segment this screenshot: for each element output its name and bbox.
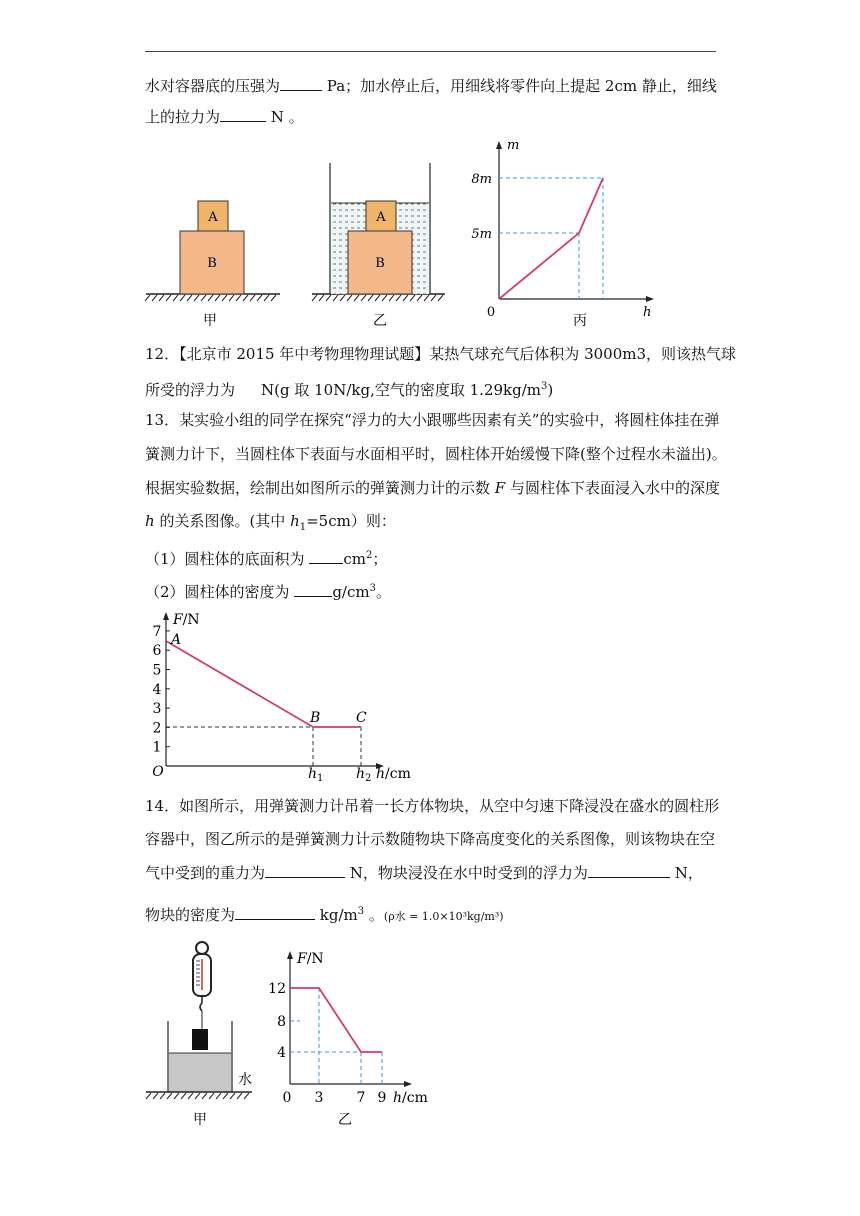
text: 的关系图像。(其中 (154, 512, 291, 530)
label-jia: 甲 (203, 313, 217, 329)
answer-blank[interactable] (588, 862, 670, 878)
figure-q11 (140, 135, 660, 330)
figure-bing-chart (471, 138, 654, 329)
text: （1）圆柱体的底面积为 (145, 550, 310, 568)
answer-blank[interactable] (220, 106, 266, 122)
text: 根据实验数据，绘制出如图所示的弹簧测力计的示数 (145, 479, 495, 497)
answer-blank[interactable] (294, 581, 332, 597)
var-F: F (494, 479, 506, 497)
answer-blank[interactable] (280, 75, 322, 91)
y-tick-8: 8 (277, 1014, 286, 1030)
water (169, 1053, 231, 1092)
y-axis-label: F/N (297, 951, 324, 967)
origin-label: O (152, 764, 164, 780)
text: 上的拉力为 (145, 108, 221, 126)
text: （2）圆柱体的密度为 (145, 583, 295, 601)
x-tick-7: 7 (356, 1090, 366, 1106)
text: 物块的密度为 (145, 906, 236, 924)
x-axis-label: h/cm (376, 766, 411, 782)
text: 。 (364, 906, 384, 924)
q14-line1: 14．如图所示，用弹簧测力计吊着一长方体物块，从空中匀速下降浸没在盛水的圆柱形 (145, 797, 720, 815)
q14-line4 (145, 902, 504, 927)
figure-q14 (140, 935, 440, 1135)
point-C-label: C (356, 710, 367, 726)
x-tick-h1: $h_1$ (308, 766, 324, 784)
q13-line3 (145, 478, 720, 498)
tick-5m: 5m (471, 227, 492, 242)
subscript: 1 (299, 522, 307, 533)
text: N(g 取 10N/kg,空气的密度取 1.29kg/m (261, 381, 541, 399)
text: N， (669, 864, 703, 882)
q13-line1: 13．某实验小组的同学在探究“浮力的大小跟哪些因素有关”的实验中，将圆柱体挂在弹 (145, 411, 720, 429)
var-h: h (145, 512, 155, 530)
y-tick-label: 3 (152, 701, 162, 718)
x-axis-label: h (643, 305, 652, 320)
figure-yi (312, 163, 445, 329)
text: N，物块浸没在水中时受到的浮力为 (345, 864, 588, 882)
y-tick-label: 6 (152, 643, 162, 660)
superscript: 2 (365, 550, 373, 561)
text: ) (547, 381, 554, 399)
header-rule (145, 51, 716, 52)
figure-jia (146, 942, 252, 1128)
point-B-label: B (310, 710, 321, 726)
text: 。 (375, 583, 391, 601)
q11-line1 (145, 75, 717, 96)
y-tick-label: 7 (152, 623, 162, 640)
water-label: 水 (238, 1072, 252, 1088)
text: ； (372, 550, 388, 568)
q12-line1: 12．【北京市 2015 年中考物理物理试题】某热气球充气后体积为 3000m3，则该热气球 (145, 345, 737, 363)
origin-label: 0 (486, 305, 496, 320)
density-formula: (ρ水 = 1.0×10³kg/m³) (383, 910, 504, 923)
q13-line4 (145, 511, 396, 538)
x-axis-label: h/cm (393, 1090, 428, 1106)
y-axis-label: m (507, 138, 520, 153)
series-line (499, 178, 603, 299)
superscript: 3 (357, 906, 365, 917)
answer-blank[interactable] (265, 862, 345, 878)
superscript: 3 (541, 381, 548, 392)
figure-jia (145, 201, 280, 329)
series-line (166, 641, 361, 727)
y-axis-label: F/N (173, 612, 200, 628)
q13-sub1 (145, 546, 387, 569)
q14-line2: 容器中，图乙所示的是弹簧测力计示数随物块下降高度变化的关系图像，则该物块在空 (145, 830, 716, 848)
q12-line2 (145, 377, 553, 400)
answer-blank[interactable] (309, 548, 343, 564)
text: 水对容器底的压强为 (145, 77, 281, 95)
label-yi: 乙 (373, 313, 387, 329)
y-tick-labels (153, 624, 170, 756)
y-tick-label: 1 (152, 739, 162, 756)
q11-line2 (145, 106, 304, 127)
label-jia: 甲 (193, 1112, 207, 1128)
q13-line2: 簧测力计下，当圆柱体下表面与水面相平时，圆柱体开始缓慢下降(整个过程水未溢出)。 (145, 445, 727, 463)
y-tick-12: 12 (268, 981, 286, 997)
label-yi: 乙 (338, 1112, 352, 1128)
point-A-label: A (171, 632, 182, 648)
text: 所受的浮力为 (145, 381, 236, 399)
q13-sub2 (145, 579, 391, 602)
text: Pa；加水停止后，用细线将零件向上提起 2cm 静止，细线 (322, 77, 717, 95)
block-b-label: B (375, 256, 385, 271)
x-tick-3: 3 (314, 1090, 324, 1106)
block-a-label: A (376, 210, 386, 225)
block-b-label: B (207, 256, 217, 271)
x-tick-h2: $h_2$ (356, 766, 372, 784)
text: kg/m (315, 906, 358, 924)
tick-8m: 8m (471, 172, 492, 187)
figure-yi-chart (268, 951, 428, 1128)
text: 与圆柱体下表面浸入水中的深度 (505, 479, 720, 497)
y-tick-label: 4 (152, 681, 162, 698)
y-tick-label: 2 (152, 720, 162, 737)
block-a-label: A (208, 210, 218, 225)
x-tick-0: 0 (282, 1090, 292, 1106)
label-bing: 丙 (573, 313, 587, 329)
text: cm (343, 550, 366, 568)
text: N 。 (266, 108, 304, 126)
text: =5cm）则： (306, 512, 396, 530)
text: g/cm (332, 583, 370, 601)
q14-line3 (145, 862, 703, 883)
var-h1: h (290, 512, 300, 530)
y-tick-4: 4 (277, 1045, 286, 1061)
answer-blank[interactable] (235, 904, 315, 920)
superscript: 3 (369, 583, 376, 594)
figure-q13-chart (140, 606, 440, 786)
block (192, 1029, 208, 1050)
y-tick-label: 5 (152, 662, 162, 679)
series-line (290, 988, 382, 1052)
text: 气中受到的重力为 (145, 864, 266, 882)
x-tick-9: 9 (377, 1090, 387, 1106)
